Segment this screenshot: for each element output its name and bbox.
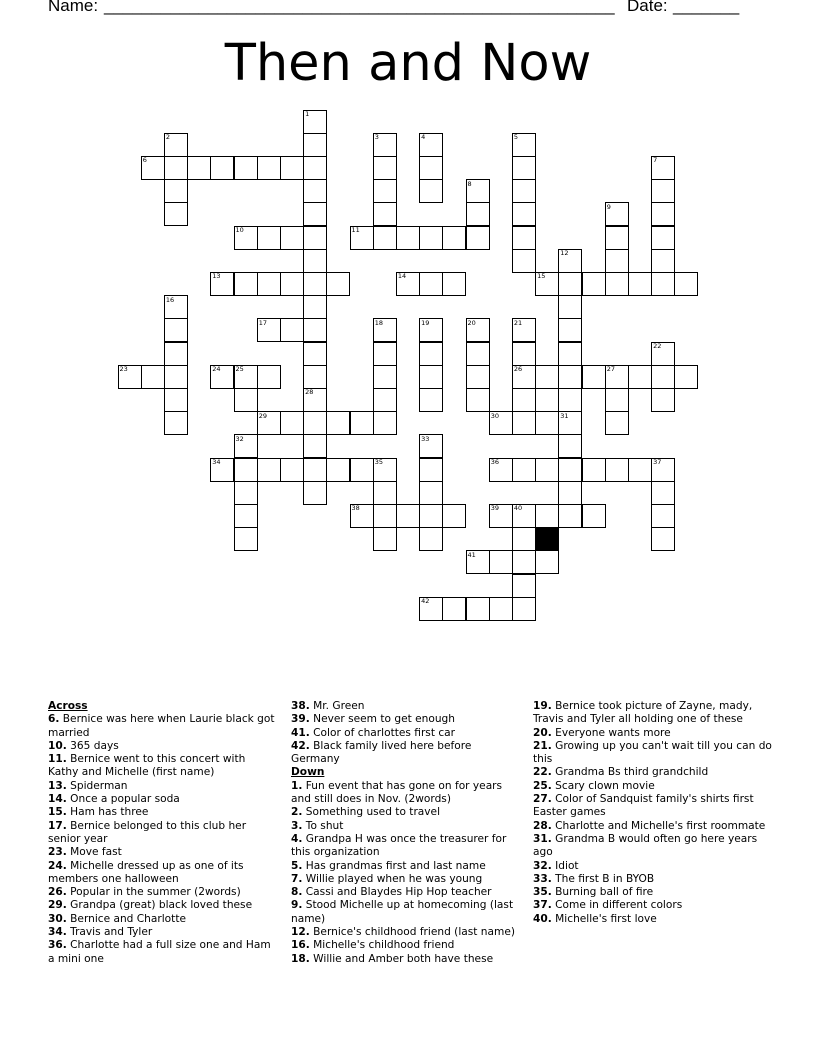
clue-number-13: 13	[212, 272, 221, 281]
grid-cell[interactable]	[628, 272, 652, 296]
clue-number-33: 33	[421, 434, 430, 443]
grid-cell[interactable]	[512, 156, 536, 180]
clue-number-6: 6	[142, 156, 147, 165]
clue-number-8: 8	[467, 179, 472, 188]
clue-number-7: 7	[653, 156, 658, 165]
grid-cell[interactable]	[535, 458, 559, 482]
clue-down-35: 35. Burning ball of fire	[533, 886, 654, 899]
grid-cell[interactable]	[558, 504, 582, 528]
grid-cell[interactable]	[535, 365, 559, 389]
grid-cell[interactable]	[512, 574, 536, 598]
grid-cell[interactable]	[419, 388, 443, 412]
grid-cell[interactable]	[234, 458, 258, 482]
grid-cell[interactable]	[512, 249, 536, 273]
grid-cell[interactable]	[442, 597, 466, 621]
grid-cell[interactable]	[628, 365, 652, 389]
grid-cell[interactable]	[535, 504, 559, 528]
clue-number-34: 34	[212, 458, 221, 466]
clue-number-12: 12	[560, 249, 569, 258]
clue-number-30: 30	[490, 411, 499, 420]
grid-cell[interactable]	[303, 133, 327, 157]
clue-number-2: 2	[165, 133, 171, 142]
clues-column-1	[48, 700, 276, 966]
grid-cell[interactable]	[419, 527, 443, 551]
grid-cell[interactable]	[419, 481, 443, 505]
clue-across-11: 11. Bernice went to this concert with Kathy and Michelle (first name)	[48, 753, 246, 779]
grid-cell[interactable]	[605, 272, 629, 296]
grid-cell[interactable]	[303, 481, 327, 505]
clue-across-41: 41. Color of charlottes first car	[291, 726, 456, 739]
grid-cell[interactable]	[651, 504, 675, 528]
clue-number-39: 39	[490, 504, 499, 513]
grid-cell[interactable]	[303, 411, 327, 435]
grid-cell[interactable]	[303, 272, 327, 296]
grid-cell[interactable]	[326, 458, 350, 482]
page-title: Then and Now	[224, 34, 592, 93]
clue-down-5: 5. Has grandmas first and last name	[291, 859, 486, 872]
name-line[interactable]: ______________________________________________________	[104, 0, 615, 15]
clue-number-40: 40	[513, 504, 523, 513]
clue-number-1: 1	[305, 110, 310, 118]
grid-cell[interactable]	[651, 527, 675, 551]
date-label: Date:	[627, 0, 668, 15]
clue-across-23: 23. Move fast	[48, 846, 122, 859]
clue-down-40: 40. Michelle's first love	[533, 912, 657, 925]
grid-cell[interactable]	[234, 388, 258, 412]
grid-cell[interactable]	[558, 318, 582, 342]
grid-cell[interactable]	[164, 156, 188, 180]
clue-across-15: 15. Ham has three	[48, 806, 149, 819]
grid-cell[interactable]	[303, 295, 327, 319]
grid-cell[interactable]	[651, 226, 675, 250]
grid-cell[interactable]	[280, 156, 304, 180]
grid-cell[interactable]	[512, 458, 536, 482]
clue-number-4: 4	[421, 133, 426, 142]
grid-cell[interactable]	[303, 179, 327, 203]
clue-down-32: 32. Idiot	[533, 859, 579, 872]
grid-cell[interactable]	[605, 458, 629, 482]
clue-down-12: 12. Bernice's childhood friend (last name)	[291, 926, 515, 939]
grid-cell[interactable]	[303, 342, 327, 366]
clue-down-3: 3. To shut	[291, 819, 344, 832]
grid-cell[interactable]	[582, 504, 606, 528]
grid-cell[interactable]	[280, 458, 304, 482]
clue-number-23: 23	[119, 365, 128, 374]
grid-cell[interactable]	[303, 458, 327, 482]
clue-down-8: 8. Cassi and Blaydes Hip Hop teacher	[291, 886, 492, 899]
grid-cell[interactable]	[326, 411, 350, 435]
grid-cell[interactable]	[373, 156, 397, 180]
grid-cell[interactable]	[280, 272, 304, 296]
clue-down-2: 2. Something used to travel	[291, 806, 441, 819]
grid-cell[interactable]	[419, 458, 443, 482]
grid-cell[interactable]	[674, 365, 698, 389]
clue-down-21: 21. Growing up you can't wait till you can do this	[533, 739, 772, 766]
grid-cell[interactable]	[419, 156, 443, 180]
grid-cell[interactable]	[187, 156, 211, 180]
grid-cell[interactable]	[303, 318, 327, 342]
clue-number-17: 17	[258, 318, 267, 327]
grid-cell[interactable]	[303, 156, 327, 180]
grid-cell[interactable]	[558, 388, 582, 412]
grid-cell[interactable]	[326, 272, 350, 296]
grid-cell[interactable]	[605, 411, 629, 435]
grid-cell[interactable]	[164, 411, 188, 435]
clue-number-28: 28	[305, 388, 314, 397]
clue-number-5: 5	[513, 133, 519, 142]
grid-cell[interactable]	[164, 202, 188, 226]
clues-column-3	[533, 700, 773, 926]
grid-cell[interactable]	[582, 458, 606, 482]
grid-cell[interactable]	[605, 226, 629, 250]
grid-cell[interactable]	[234, 156, 258, 180]
grid-cell[interactable]	[651, 272, 675, 296]
grid-cell[interactable]	[164, 318, 188, 342]
clue-number-20: 20	[467, 318, 476, 327]
clue-down-33: 33. The first B in BYOB	[533, 872, 655, 885]
grid-cell[interactable]	[257, 365, 281, 389]
grid-cell[interactable]	[512, 597, 536, 621]
clue-number-3: 3	[374, 133, 379, 142]
grid-cell[interactable]	[419, 272, 443, 296]
grid-cell[interactable]	[605, 249, 629, 273]
grid-cell[interactable]	[512, 202, 536, 226]
clue-number-42: 42	[421, 597, 430, 606]
grid-cell[interactable]	[419, 365, 443, 389]
grid-cell[interactable]	[303, 249, 327, 273]
clue-across-6: 6. Bernice was here when Laurie black got married	[48, 713, 275, 739]
clue-across-14: 14. Once a popular soda	[48, 793, 180, 806]
grid-cell[interactable]	[373, 226, 397, 250]
grid-cell[interactable]	[257, 272, 281, 296]
clue-number-26: 26	[513, 365, 523, 374]
date-line[interactable]: _______	[673, 0, 740, 15]
down-heading: Down	[291, 766, 325, 779]
grid-cell[interactable]	[373, 481, 397, 505]
clue-number-27: 27	[606, 365, 615, 374]
grid-cell[interactable]	[419, 504, 443, 528]
grid-cell[interactable]	[558, 365, 582, 389]
grid-cell[interactable]	[234, 481, 258, 505]
clue-number-21: 21	[513, 318, 523, 327]
grid-cell[interactable]	[303, 202, 327, 226]
grid-cell[interactable]	[535, 411, 559, 435]
clue-down-19: 19. Bernice took picture of Zayne, mady, Travis and Tyler all holding one of these	[533, 700, 753, 726]
grid-cell[interactable]	[234, 527, 258, 551]
clue-down-9: 9. Stood Michelle up at homecoming (last name)	[291, 899, 514, 925]
grid-cell[interactable]	[512, 527, 536, 551]
grid-cell[interactable]	[512, 342, 536, 366]
clue-number-36: 36	[490, 458, 499, 466]
clue-across-26: 26. Popular in the summer (2words)	[48, 886, 241, 899]
grid-cell[interactable]	[164, 342, 188, 366]
grid-cell[interactable]	[442, 272, 466, 296]
grid-cell[interactable]	[303, 434, 327, 458]
clue-number-25: 25	[235, 365, 244, 374]
grid-cell[interactable]	[489, 550, 513, 574]
clue-across-34: 34. Travis and Tyler	[48, 926, 153, 939]
clue-down-31: 31. Grandma B would often go here years ago	[533, 832, 758, 859]
grid-cell[interactable]	[373, 342, 397, 366]
clue-down-28: 28. Charlotte and Michelle's first roommate	[533, 819, 766, 832]
clue-number-11: 11	[351, 226, 360, 234]
grid-cell[interactable]	[651, 365, 675, 389]
clue-down-7: 7. Willie played when he was young	[291, 872, 483, 885]
grid-cell[interactable]	[466, 597, 490, 621]
grid-cell[interactable]	[558, 342, 582, 366]
grid-cell[interactable]	[419, 179, 443, 203]
clue-down-16: 16. Michelle's childhood friend	[291, 939, 455, 952]
grid-cell[interactable]	[350, 411, 374, 435]
clue-number-37: 37	[653, 458, 662, 466]
clue-across-36: 36. Charlotte had a full size one and Ham a mini one	[48, 939, 271, 965]
grid-cell[interactable]	[558, 458, 582, 482]
clue-across-39: 39. Never seem to get enough	[291, 713, 455, 726]
clue-across-10: 10. 365 days	[48, 739, 119, 752]
grid-cell[interactable]	[303, 365, 327, 389]
grid-cell[interactable]	[210, 156, 234, 180]
grid-cell[interactable]	[651, 388, 675, 412]
grid-cell[interactable]	[466, 202, 490, 226]
clue-across-17: 17. Bernice belonged to this club her senior year	[48, 819, 247, 845]
clue-across-13: 13. Spiderman	[48, 779, 128, 792]
clue-number-18: 18	[374, 318, 383, 327]
grid-cell[interactable]	[373, 365, 397, 389]
grid-cell[interactable]	[303, 226, 327, 250]
grid-cell[interactable]	[350, 458, 374, 482]
grid-cell[interactable]	[535, 550, 559, 574]
across-heading: Across	[48, 700, 88, 712]
grid-cell[interactable]	[164, 179, 188, 203]
clue-down-37: 37. Come in different colors	[533, 899, 683, 912]
grid-cell[interactable]	[605, 388, 629, 412]
grid-cell[interactable]	[419, 226, 443, 250]
grid-cell[interactable]	[396, 226, 420, 250]
grid-cell[interactable]	[466, 388, 490, 412]
grid-cell[interactable]	[280, 318, 304, 342]
clue-number-10: 10	[235, 226, 244, 234]
grid-cell[interactable]	[582, 365, 606, 389]
grid-cell[interactable]	[512, 411, 536, 435]
clue-number-15: 15	[537, 272, 546, 281]
grid-cell[interactable]	[141, 365, 165, 389]
clue-down-22: 22. Grandma Bs third grandchild	[533, 766, 709, 779]
grid-cell[interactable]	[373, 527, 397, 551]
clue-number-35: 35	[374, 458, 383, 466]
grid-cell[interactable]	[558, 272, 582, 296]
grid-cell[interactable]	[164, 365, 188, 389]
grid-cell[interactable]	[419, 342, 443, 366]
clue-across-29: 29. Grandpa (great) black loved these	[48, 899, 253, 912]
clue-down-27: 27. Color of Sandquist family's shirts first Easter games	[533, 793, 754, 819]
clue-number-32: 32	[235, 434, 244, 443]
black-square	[535, 527, 559, 551]
grid-cell[interactable]	[442, 226, 466, 250]
clue-across-42: 42. Black family lived here before Germany	[291, 739, 472, 766]
grid-cell[interactable]	[628, 458, 652, 482]
grid-cell[interactable]	[234, 504, 258, 528]
grid-cell[interactable]	[466, 365, 490, 389]
clue-number-19: 19	[421, 318, 430, 327]
grid-cell[interactable]	[280, 411, 304, 435]
grid-cell[interactable]	[512, 388, 536, 412]
clue-across-30: 30. Bernice and Charlotte	[48, 912, 186, 925]
clue-across-24: 24. Michelle dressed up as one of its members one halloween	[48, 859, 244, 885]
grid-cell[interactable]	[512, 179, 536, 203]
grid-cell[interactable]	[466, 342, 490, 366]
clue-number-29: 29	[258, 411, 267, 420]
clue-number-14: 14	[397, 272, 407, 281]
clue-down-25: 25. Scary clown movie	[533, 779, 655, 792]
grid-cell[interactable]	[651, 249, 675, 273]
grid-cell[interactable]	[396, 504, 420, 528]
clue-number-9: 9	[606, 202, 611, 211]
grid-cell[interactable]	[234, 272, 258, 296]
grid-cell[interactable]	[373, 411, 397, 435]
clue-number-24: 24	[212, 365, 221, 374]
grid-cell[interactable]	[512, 226, 536, 250]
grid-cell[interactable]	[582, 272, 606, 296]
grid-cell[interactable]	[674, 272, 698, 296]
grid-cell[interactable]	[442, 504, 466, 528]
clue-number-38: 38	[351, 504, 360, 513]
grid-cell[interactable]	[373, 504, 397, 528]
grid-cell[interactable]	[489, 597, 513, 621]
grid-cell[interactable]	[558, 295, 582, 319]
clue-down-20: 20. Everyone wants more	[533, 726, 671, 739]
name-label: Name:	[48, 0, 99, 15]
grid-cell[interactable]	[466, 226, 490, 250]
clue-across-38: 38. Mr. Green	[291, 700, 365, 712]
grid-cell[interactable]	[651, 481, 675, 505]
clue-down-18: 18. Willie and Amber both have these	[291, 952, 494, 965]
grid-cell[interactable]	[651, 179, 675, 203]
clue-number-16: 16	[165, 295, 175, 304]
grid-cell[interactable]	[373, 202, 397, 226]
clue-number-41: 41	[467, 550, 476, 559]
grid-cell[interactable]	[512, 550, 536, 574]
grid-cell[interactable]	[257, 156, 281, 180]
grid-cell[interactable]	[558, 481, 582, 505]
grid-cell[interactable]	[373, 388, 397, 412]
grid-cell[interactable]	[558, 434, 582, 458]
grid-cell[interactable]	[280, 226, 304, 250]
grid-cell[interactable]	[164, 388, 188, 412]
grid-cell[interactable]	[257, 458, 281, 482]
grid-cell[interactable]	[373, 179, 397, 203]
clue-number-22: 22	[653, 342, 662, 350]
clue-down-4: 4. Grandpa H was once the treasurer for this organization	[291, 832, 507, 859]
clue-down-1: 1. Fun event that has gone on for years and still does in Nov. (2words)	[291, 779, 503, 806]
clues-column-2	[291, 700, 523, 966]
clue-number-31: 31	[560, 411, 569, 420]
grid-cell[interactable]	[257, 226, 281, 250]
grid-cell[interactable]	[651, 202, 675, 226]
